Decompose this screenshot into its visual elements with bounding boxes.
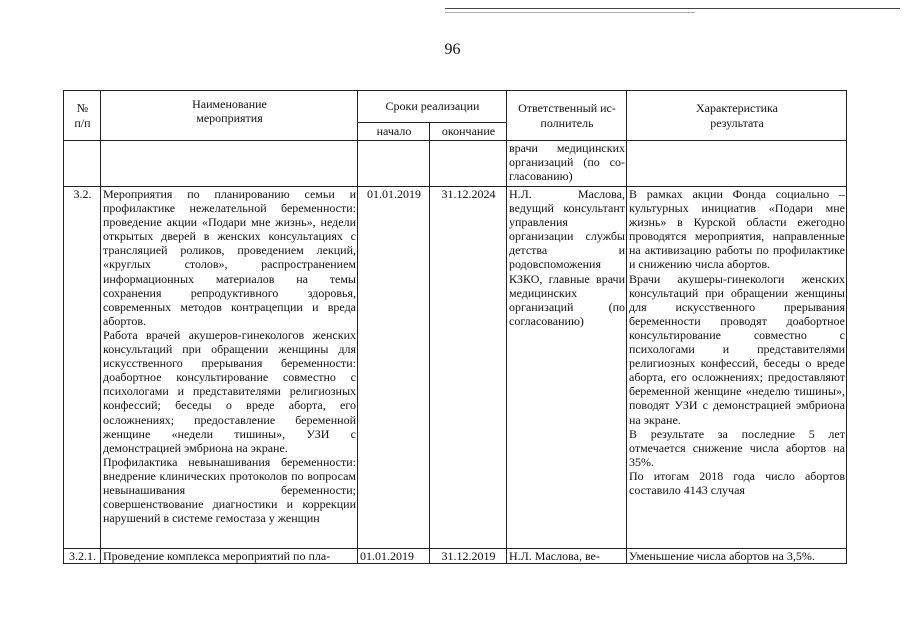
header-rule (445, 8, 900, 9)
cell-responsible: Н.Л. Маслова, ведущий консультант управления организации службы детства и родовспоможения КЗКО, главные врачи медицинских организаций (по согласованию) (507, 187, 627, 549)
table-row (64, 187, 847, 549)
cell-end: 31.12.2019 (430, 549, 507, 564)
cell-name: Проведение комплекса мероприятий по пла- (101, 549, 358, 564)
col-header-start: начало (358, 123, 430, 141)
table-row (64, 549, 847, 564)
cell-start: 01.01.2019 (358, 549, 430, 564)
cell-num: 3.2.1. (64, 549, 101, 564)
name-paragraph: Работа врачей акушеров-гинекологов женских консультаций при обращении женщины для искусственного прерывания беременности: доабортное консультирование совместно с психологами и представителями религиозных конфессий; беседы о вреде аборта, его осложнениях; предоставление беременной женщине «недели тишины», УЗИ с демонстрацией эмбриона на экране. (103, 327, 356, 455)
col-header-result: Характеристика результата (627, 91, 847, 141)
col-header-responsible: Ответственный ис- полнитель (507, 91, 627, 141)
cell-result (627, 187, 847, 549)
cell-result: Уменьшение числа абортов на 3,5%. (627, 549, 847, 564)
result-paragraph: В рамках акции Фонда социально – культурных инициатив «Подари мне жизнь» в Курской области ежегодно проводятся мероприятия, направленные на активизацию работы по профилактике и снижению числа абортов. (629, 187, 845, 272)
col-header-name: Наименование мероприятия (101, 91, 358, 141)
cell-start: 01.01.2019 (358, 187, 430, 549)
col-header-end: окончание (430, 123, 507, 141)
col-header-terms: Сроки реализации (358, 91, 507, 123)
cell-start (358, 141, 430, 187)
cell-num (64, 141, 101, 187)
cell-name (101, 141, 358, 187)
name-paragraph: Профилактика невынашивания беременности: внедрение клинических протоколов по вопросам невынашивания беременности; совершенствование диагностики и коррекции нарушений в системе гемостаза у женщин (103, 454, 356, 526)
cell-responsible: Н.Л. Маслова, ве- (507, 549, 627, 564)
cell-result (627, 141, 847, 187)
result-paragraph: В результате за последние 5 лет отмечается снижение числа абортов на 35%. (629, 426, 845, 469)
name-paragraph: Мероприятия по планированию семьи и профилактике нежелательной беременности: проведение акции «Подари мне жизнь», недели открытых дверей в женских консультациях с трансляцией роликов, проведением лекций, «круглых столов», распространением информационных материалов на темы сохранения репродуктивного здоровья, современных методов контрацепции и вреда абортов. (103, 187, 356, 328)
cell-end (430, 141, 507, 187)
result-paragraph: По итогам 2018 года число абортов составило 4143 случая (629, 468, 845, 497)
col-header-num: № п/п (64, 91, 101, 141)
cell-name (101, 187, 358, 549)
cell-num: 3.2. (64, 187, 101, 549)
measures-table (63, 90, 847, 564)
cell-end: 31.12.2024 (430, 187, 507, 549)
result-paragraph: Врачи акушеры-гинекологи женских консультаций при обращении женщины для искусственного прерывания беременности проводят доабортное консультирование совместно с психологами и представителями религиозных конфессий, беседы о вреде аборта, его осложнениях; предоставляют беременной женщине «неделю тишины», поводят УЗИ с демонстрацией эмбриона на экране. (629, 271, 845, 427)
header-rule-secondary (445, 12, 695, 13)
cell-responsible: врачи медицинских организаций (по со-гласованию) (507, 141, 627, 187)
table-row (64, 141, 847, 187)
page-number: 96 (444, 41, 461, 58)
header-row-1 (64, 91, 847, 123)
